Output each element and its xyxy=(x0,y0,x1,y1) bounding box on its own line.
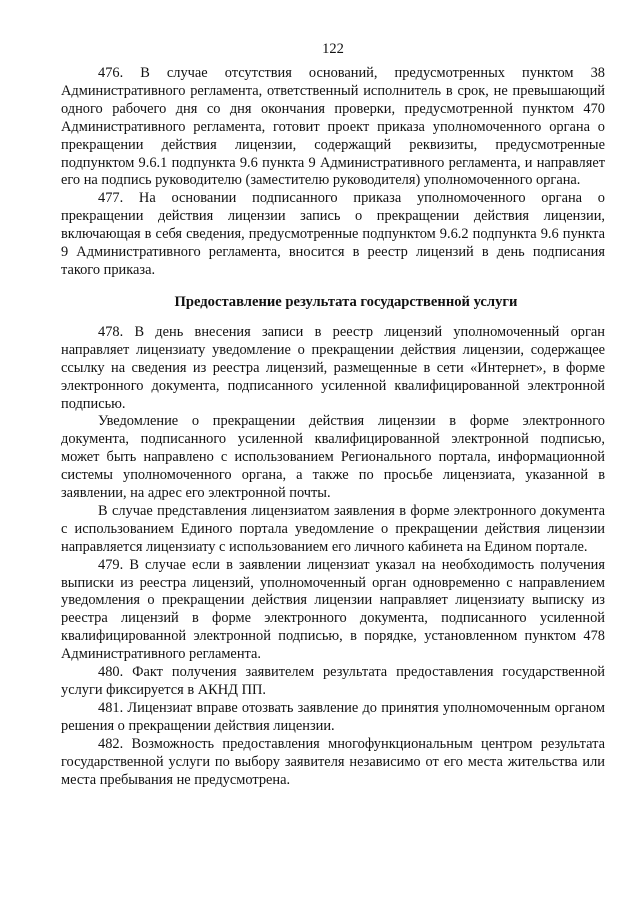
page-number: 122 xyxy=(322,41,344,57)
paragraph-479: 479. В случае если в заявлении лицензиат указал на необходимость получения выписки из реестра лицензий, уполномоченный орган одновременно с направлением уведомления о прекращении действия лицензии направляет лицензиату выписку из реестра лицензий в форме электронного документа, подписанного усиленной квалифицированной электронной подписью, в порядке, установленном пунктом 478 Административного регламента. xyxy=(61,556,605,663)
paragraph-478-single-portal: В случае представления лицензиатом заявления в форме электронного документа с использованием Единого портала уведомление о прекращении действия лицензии направляется лицензиату с использованием его личного кабинета на Едином портале. xyxy=(61,502,605,555)
paragraph-482: 482. Возможность предоставления многофункциональным центром результата государственной услуги по выбору заявителя независимо от его места жительства или места пребывания не предусмотрена. xyxy=(61,735,605,788)
section-heading: Предоставление результата государственной услуги xyxy=(174,293,518,310)
paragraph-481: 481. Лицензиат вправе отозвать заявление до принятия уполномоченным органом решения о прекращении действия лицензии. xyxy=(61,699,605,734)
paragraph-480: 480. Факт получения заявителем результата предоставления государственной услуги фиксируется в АКНД ПП. xyxy=(61,664,605,698)
paragraph-476: 476. В случае отсутствия оснований, предусмотренных пунктом 38 Административного регламента, ответственный исполнитель в срок, не превышающий одного рабочего дня со дня окончания проверки, предусмотренной пунктом 470 Административного регламента, готовит проект приказа уполномоченного органа о прекращении действия лицензии, содержащий реквизиты, предусмотренные подпунктом 9.6.1 подпункта 9.6 пункта 9 Административного регламента, и направляет его на подпись руководителю (заместителю руководителя) уполномоченного органа. xyxy=(61,65,605,189)
paragraph-478: 478. В день внесения записи в реестр лицензий уполномоченный орган направляет лицензиату уведомление о прекращении действия лицензии, содержащее ссылку на сведения из реестра лицензий, размещенные в сети «Интернет», в форме электронного документа, подписанного усиленной квалифицированной электронной подписью. xyxy=(61,323,605,412)
paragraph-477: 477. На основании подписанного приказа уполномоченного органа о прекращении действия лицензии запись о прекращении действия лицензии, включающая в себя сведения, предусмотренные подпунктом 9.6.2 подпункта 9.6 пункта 9 Административного регламента, вносится в реестр лицензий в день подписания такого приказа. xyxy=(61,190,605,278)
paragraph-478-notification: Уведомление о прекращении действия лицензии в форме электронного документа, подписанного усиленной квалифицированной электронной подписью, может быть направлено с использованием Регионального портала, информационной системы уполномоченного органа, а также по просьбе лицензиата, указанной в заявлении, на адрес его электронной почты. xyxy=(61,413,605,502)
